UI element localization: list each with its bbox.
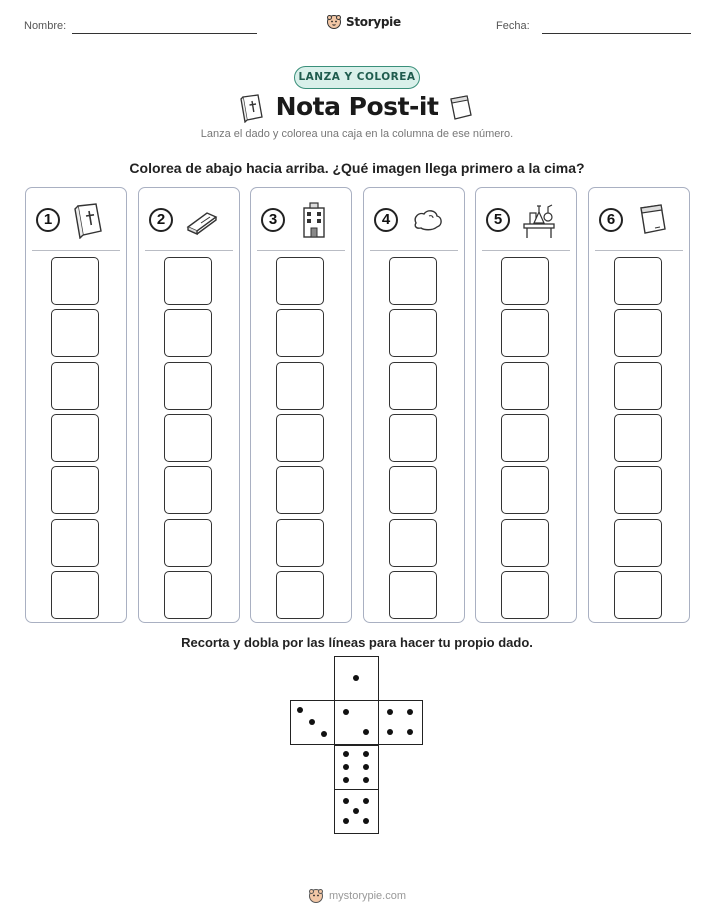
die-pip (343, 764, 349, 770)
color-box[interactable] (614, 414, 662, 462)
eraser-icon (185, 201, 219, 239)
die-pip (363, 818, 369, 824)
column-6 (588, 187, 690, 623)
column-2 (138, 187, 240, 623)
die-face-5 (334, 789, 379, 834)
color-box[interactable] (614, 466, 662, 514)
color-box[interactable] (389, 309, 437, 357)
die-pip (363, 777, 369, 783)
color-box[interactable] (614, 519, 662, 567)
brand-logo (326, 14, 401, 30)
die-face-3 (290, 700, 335, 745)
color-box[interactable] (389, 414, 437, 462)
die-pip (343, 818, 349, 824)
die-pip (343, 751, 349, 757)
die-pip (353, 675, 359, 681)
cut-instruction: Recorta y dobla por las líneas para hacer tu propio dado. (181, 635, 533, 650)
color-box[interactable] (51, 466, 99, 514)
column-divider (482, 250, 570, 251)
color-box[interactable] (614, 362, 662, 410)
color-box[interactable] (614, 571, 662, 619)
storypie-mascot-icon (308, 888, 324, 904)
subtitle: Lanza el dado y colorea una caja en la columna de ese número. (200, 128, 514, 140)
die-pip (343, 777, 349, 783)
color-box[interactable] (276, 309, 324, 357)
color-box[interactable] (276, 414, 324, 462)
color-box[interactable] (389, 362, 437, 410)
column-divider (32, 250, 120, 251)
color-box[interactable] (276, 519, 324, 567)
die-pip (297, 707, 303, 713)
building-icon (297, 201, 331, 239)
column-divider (595, 250, 683, 251)
color-box[interactable] (501, 309, 549, 357)
color-box[interactable] (501, 466, 549, 514)
name-label: Nombre: (24, 20, 67, 32)
color-box[interactable] (164, 519, 212, 567)
die-pip (353, 808, 359, 814)
column-number: 4 (374, 208, 398, 232)
brand-name: Storypie (346, 15, 401, 29)
die-face-1 (334, 656, 379, 701)
color-box[interactable] (501, 571, 549, 619)
color-box[interactable] (164, 466, 212, 514)
column-divider (257, 250, 345, 251)
color-box[interactable] (164, 309, 212, 357)
die-pip (363, 729, 369, 735)
color-box[interactable] (51, 519, 99, 567)
die-pip (363, 764, 369, 770)
puddle-icon (410, 201, 444, 239)
die-pip (407, 729, 413, 735)
color-box[interactable] (276, 571, 324, 619)
column-number: 3 (261, 208, 285, 232)
color-box[interactable] (501, 519, 549, 567)
column-5 (475, 187, 577, 623)
color-box[interactable] (501, 414, 549, 462)
color-box[interactable] (51, 309, 99, 357)
color-box[interactable] (501, 257, 549, 305)
color-box[interactable] (164, 571, 212, 619)
lab-table-icon (522, 201, 556, 239)
column-4 (363, 187, 465, 623)
post-it-note-icon (447, 93, 475, 123)
color-box[interactable] (389, 466, 437, 514)
color-box[interactable] (389, 257, 437, 305)
column-number: 1 (36, 208, 60, 232)
color-box[interactable] (276, 466, 324, 514)
die-pip (343, 709, 349, 715)
die-face-2 (334, 700, 379, 745)
page-title: Nota Post-it (275, 92, 439, 121)
die-pip (363, 798, 369, 804)
die-face-6 (334, 745, 379, 790)
color-box[interactable] (276, 257, 324, 305)
footer (308, 888, 406, 904)
date-label: Fecha: (496, 20, 530, 32)
column-1 (25, 187, 127, 623)
die-pip (407, 709, 413, 715)
activity-badge: LANZA Y COLOREA (294, 66, 420, 89)
instruction: Colorea de abajo hacia arriba. ¿Qué imagen llega primero a la cima? (129, 160, 585, 176)
die-pip (387, 729, 393, 735)
footer-url: mystorypie.com (329, 890, 407, 902)
color-box[interactable] (614, 309, 662, 357)
storypie-mascot-icon (326, 14, 342, 30)
color-box[interactable] (164, 362, 212, 410)
die-pip (387, 709, 393, 715)
column-number: 6 (599, 208, 623, 232)
die-pip (309, 719, 315, 725)
die-pip (343, 798, 349, 804)
color-box[interactable] (164, 414, 212, 462)
color-box[interactable] (389, 519, 437, 567)
name-line[interactable] (72, 33, 257, 34)
color-box[interactable] (51, 571, 99, 619)
post-it-note-icon (635, 201, 669, 239)
color-box[interactable] (51, 362, 99, 410)
color-box[interactable] (389, 571, 437, 619)
color-box[interactable] (51, 414, 99, 462)
bible-icon (72, 201, 106, 239)
column-divider (370, 250, 458, 251)
die-pip (321, 731, 327, 737)
column-divider (145, 250, 233, 251)
die-pip (363, 751, 369, 757)
color-box[interactable] (614, 257, 662, 305)
color-box[interactable] (51, 257, 99, 305)
column-3 (250, 187, 352, 623)
column-number: 2 (149, 208, 173, 232)
die-face-4 (378, 700, 423, 745)
color-box[interactable] (164, 257, 212, 305)
date-line[interactable] (542, 33, 691, 34)
column-number: 5 (486, 208, 510, 232)
color-box[interactable] (501, 362, 549, 410)
color-box[interactable] (276, 362, 324, 410)
